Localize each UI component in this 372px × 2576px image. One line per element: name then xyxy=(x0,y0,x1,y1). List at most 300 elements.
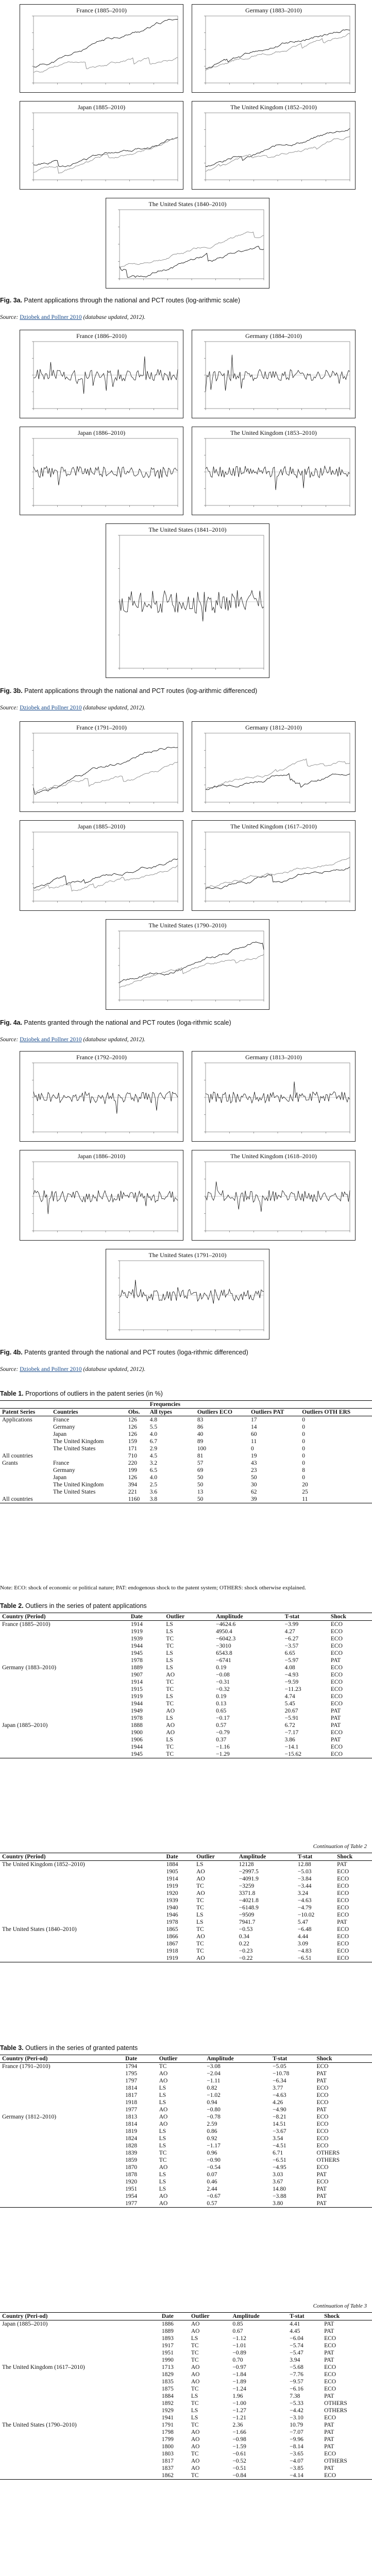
table-cell: −7.17 xyxy=(284,1730,299,1736)
table-cell: −3.85 xyxy=(290,2465,303,2471)
table-cell xyxy=(0,1904,164,1911)
table-cell: 0.34 xyxy=(239,1934,249,1940)
table-cell: TC xyxy=(159,2063,167,2070)
table-cell: −4.42 xyxy=(290,2408,303,2414)
column-header: Country (Period) xyxy=(0,1613,129,1621)
column-header: Date xyxy=(160,2313,189,2320)
table-cell: 1892 xyxy=(161,2400,174,2406)
table-cell: 25 xyxy=(302,1489,308,1495)
table-cell: 2.59 xyxy=(207,2121,217,2127)
table-cell: PAT xyxy=(324,2436,334,2443)
table-cell: −4.79 xyxy=(297,1905,312,1911)
table-row xyxy=(0,1890,372,1897)
table-cell: AO xyxy=(159,2114,168,2120)
table-cell xyxy=(0,1715,129,1722)
table-cell: 3.24 xyxy=(297,1890,308,1896)
table-cell: 11 xyxy=(300,1496,372,1503)
table-cell: 126 xyxy=(128,1475,137,1481)
column-header: Outliers PAT xyxy=(249,1409,300,1416)
table-cell: 1160 xyxy=(126,1496,148,1503)
table-cell: AO xyxy=(159,2071,168,2077)
table-cell xyxy=(0,1955,164,1962)
table-cell: 1828 xyxy=(125,2143,138,2149)
table-cell: 86 xyxy=(197,1424,204,1430)
table-cell xyxy=(0,2385,160,2393)
figure-source xyxy=(0,1037,372,1043)
table-row xyxy=(0,2371,372,2378)
source-link[interactable]: Dziobek and Pollner 2010 xyxy=(20,705,82,711)
table-cell: ECO xyxy=(337,1869,349,1875)
panel-title: Japan (1886–2010) xyxy=(77,429,126,436)
table-cell: −0.80 xyxy=(207,2107,221,2113)
table-cell: 1918 xyxy=(125,2099,138,2106)
table-cell xyxy=(0,1474,51,1481)
table-label: Table 3. xyxy=(0,2044,24,2052)
table-cell xyxy=(0,2077,123,2084)
panel-title: France (1886–2010) xyxy=(76,332,127,340)
table-cell xyxy=(0,2149,123,2157)
source-suffix: (database updated, 2012). xyxy=(81,314,146,320)
table-cell: −5.68 xyxy=(290,2364,303,2370)
table-row xyxy=(0,2465,372,2472)
table-header-row xyxy=(0,1401,372,1409)
table-cell xyxy=(0,2135,123,2142)
panel-title: Japan (1885–2010) xyxy=(77,823,126,830)
table-cell: 1939 xyxy=(130,1636,143,1642)
plot-frame xyxy=(206,832,350,901)
table-cell: −4.63 xyxy=(273,2092,286,2098)
table-row xyxy=(0,1693,372,1700)
table-cell: ECO xyxy=(324,2379,336,2385)
table-cell: 1884 xyxy=(166,1861,178,1868)
table-cell: 1878 xyxy=(125,2172,138,2178)
panel-france xyxy=(20,1051,183,1142)
table-cell: 1791 xyxy=(161,2422,174,2428)
panel-france xyxy=(20,330,183,418)
table-cell: PAT xyxy=(324,2350,334,2356)
table-row xyxy=(0,2472,372,2480)
table-cell: TC xyxy=(191,2343,199,2349)
table-cell: 1978 xyxy=(166,1919,178,1925)
table-cell: −2.04 xyxy=(207,2071,221,2077)
table-cell: 1977 xyxy=(125,2107,138,2113)
table-cell: ECO xyxy=(330,1650,343,1656)
table-cell xyxy=(0,2070,123,2077)
table-row xyxy=(0,2099,372,2106)
table-cell: 1919 xyxy=(166,1883,178,1889)
table-row xyxy=(0,2443,372,2450)
table-cell: 1978 xyxy=(130,1715,143,1721)
table-row xyxy=(0,2070,372,2077)
table-cell: 1829 xyxy=(161,2371,174,2378)
table-title: Outliers in the series of patent applications xyxy=(23,1602,147,1609)
table-cell xyxy=(0,1657,129,1664)
table-cell xyxy=(0,2185,123,2193)
table-cell: PAT xyxy=(330,1715,341,1721)
table-cell: AO xyxy=(166,1722,175,1728)
table-row xyxy=(0,1707,372,1715)
table-cell: TC xyxy=(189,2472,230,2480)
table-row xyxy=(0,1423,372,1431)
table-cell xyxy=(0,2450,160,2458)
table-cell: PAT xyxy=(330,1657,341,1664)
table-cell: France (1885–2010) xyxy=(2,1621,50,1628)
table-row xyxy=(0,2328,372,2335)
table-row xyxy=(0,1926,372,1933)
series-line xyxy=(33,866,178,891)
table-cell: −0.31 xyxy=(216,1679,230,1685)
column-header xyxy=(0,1401,51,1409)
table-cell: LS xyxy=(159,2186,166,2192)
table-cell: 0.96 xyxy=(207,2150,217,2156)
table-cell: AO xyxy=(191,2321,200,2327)
table-cell: −15.62 xyxy=(283,1751,329,1758)
table-cell: −4.14 xyxy=(288,2472,322,2480)
table-cell: 3.54 xyxy=(273,2136,283,2142)
figure-caption xyxy=(0,687,372,695)
table-cell: −9.96 xyxy=(290,2436,303,2443)
table-row xyxy=(0,2385,372,2393)
table-cell: France (1791–2010) xyxy=(2,2063,50,2070)
panel-japan xyxy=(20,101,183,190)
table-cell: 1800 xyxy=(161,2444,174,2450)
table-cell: 1917 xyxy=(161,2343,174,2349)
table-cell: −5.74 xyxy=(290,2343,303,2349)
panel-title: The United States (1791–2010) xyxy=(148,1251,227,1259)
table-row xyxy=(0,1868,372,1875)
column-header: Outlier xyxy=(189,2313,230,2320)
level-plot xyxy=(106,198,269,288)
table-cell: ECO xyxy=(330,1643,343,1649)
table-cell: The United States (1840–2010) xyxy=(2,1926,77,1933)
table-cell: 3.80 xyxy=(270,2200,314,2208)
table-cell xyxy=(0,1693,129,1700)
table-cell: −1.17 xyxy=(207,2143,221,2149)
table-cell: 3.77 xyxy=(273,2085,283,2091)
table-row xyxy=(0,2113,372,2121)
table-cell xyxy=(0,1481,51,1488)
table-cell: 81 xyxy=(197,1453,204,1459)
diff-plot xyxy=(20,1150,183,1240)
table-cell: −3.10 xyxy=(290,2415,303,2421)
table-cell: 0.19 xyxy=(216,1665,227,1671)
source-link[interactable]: Dziobek and Pollner 2010 xyxy=(20,1366,82,1372)
table-cell xyxy=(0,2429,160,2436)
table-cell: 1884 xyxy=(161,2393,174,2399)
table-cell xyxy=(0,1686,129,1693)
table-row xyxy=(0,2178,372,2185)
table-cell: 1946 xyxy=(166,1912,178,1918)
table-cell: 20.67 xyxy=(284,1708,298,1714)
table-cell: The United Kingdom (1852–2010) xyxy=(2,1861,85,1868)
table-cell: The United Kingdom xyxy=(53,1438,104,1445)
table-row xyxy=(0,2429,372,2436)
table-cell: OTHERS xyxy=(316,2150,340,2156)
panel-title: France (1791–2010) xyxy=(76,724,127,731)
series-line xyxy=(206,857,350,888)
table-cell: ECO xyxy=(324,2386,336,2392)
table-2-caption xyxy=(0,1602,372,1609)
table-cell: −3.99 xyxy=(284,1621,299,1628)
table-cell: ECO xyxy=(337,1912,349,1918)
level-plot xyxy=(192,821,355,910)
table-cell: 14 xyxy=(251,1424,257,1430)
table-cell: 4.0 xyxy=(149,1475,158,1481)
table-row xyxy=(0,1650,372,1657)
table-cell: 1819 xyxy=(125,2128,138,2134)
table-cell: LS xyxy=(191,2415,198,2421)
column-header: Obs. xyxy=(126,1409,148,1416)
table-cell: TC xyxy=(166,1686,174,1692)
level-plot xyxy=(192,101,355,189)
table-cell xyxy=(0,1919,164,1926)
table-row xyxy=(0,1751,372,1758)
level-plot xyxy=(20,821,183,910)
table-cell: −11.23 xyxy=(284,1686,301,1692)
table-cell xyxy=(0,2099,123,2106)
figure-source xyxy=(0,314,372,320)
table-cell: −3.57 xyxy=(284,1643,299,1649)
table-cell: AO xyxy=(191,2364,200,2370)
table-cell xyxy=(0,2414,160,2421)
table-cell: −6.51 xyxy=(296,1955,335,1962)
table-cell: 0.92 xyxy=(207,2136,217,2142)
table-cell: 1920 xyxy=(125,2179,138,2185)
table-row xyxy=(0,2378,372,2385)
table-cell: 1944 xyxy=(130,1643,143,1649)
table-cell: TC xyxy=(191,2386,199,2392)
source-suffix: (database updated, 2012). xyxy=(81,1366,146,1372)
table-cell: 43 xyxy=(251,1460,257,1466)
table-row xyxy=(0,1875,372,1883)
table-cell: −4.90 xyxy=(273,2107,286,2113)
table-cell: 1978 xyxy=(130,1657,143,1664)
table-cell: ECO xyxy=(330,1686,343,1692)
table-cell: −0.52 xyxy=(232,2458,246,2464)
table-row xyxy=(0,1722,372,1729)
column-header: Shock xyxy=(329,1613,372,1621)
table-cell: 171 xyxy=(128,1446,137,1452)
figure-source xyxy=(0,705,372,711)
table-cell: The United States xyxy=(53,1446,96,1452)
column-header: Amplitude xyxy=(214,1613,283,1621)
table-cell: OTHERS xyxy=(316,2157,340,2163)
table-row xyxy=(0,1664,372,1671)
table-cell: AO xyxy=(196,1890,205,1896)
source-link[interactable]: Dziobek and Pollner 2010 xyxy=(20,314,82,320)
table-cell: 10.79 xyxy=(290,2422,303,2428)
table-cell: 1915 xyxy=(130,1686,143,1692)
table-cell: LS xyxy=(159,2172,166,2178)
table-cell xyxy=(0,2400,160,2407)
table-cell: ECO xyxy=(316,2092,329,2098)
table-cell xyxy=(0,1671,129,1679)
series-line xyxy=(206,137,350,172)
column-header: T-stat xyxy=(270,2055,314,2063)
table-cell: 6.5 xyxy=(149,1467,158,1473)
panel-united-states xyxy=(106,198,269,289)
table-cell: LS xyxy=(159,2128,166,2134)
table-cell: −6.04 xyxy=(290,2335,303,2342)
table-cell xyxy=(0,1947,164,1955)
diff-plot xyxy=(106,524,269,677)
table-row xyxy=(0,1686,372,1693)
table-cell: 4.27 xyxy=(284,1629,295,1635)
table-cell: ECO xyxy=(337,1890,349,1896)
table-cell: TC xyxy=(166,1636,174,1642)
table-cell: −5.91 xyxy=(284,1715,299,1721)
table-cell: −4.93 xyxy=(284,1672,299,1678)
column-header: Shock xyxy=(335,1853,372,1861)
table-cell xyxy=(0,2407,160,2414)
table-cell: −6.48 xyxy=(297,1926,312,1933)
table-cell: Germany (1812–2010) xyxy=(2,2114,57,2120)
table-row xyxy=(0,1919,372,1926)
table-cell: 1914 xyxy=(130,1679,143,1685)
table-cell: PAT xyxy=(324,2393,334,2399)
figure-source xyxy=(0,1366,372,1372)
table-cell: 0.13 xyxy=(216,1701,227,1707)
column-header: Shock xyxy=(322,2313,372,2320)
table-cell: ECO xyxy=(316,2179,329,2185)
table-row xyxy=(0,2157,372,2164)
table-cell xyxy=(0,1445,51,1452)
panel-germany xyxy=(192,4,356,93)
plot-frame xyxy=(120,210,264,279)
table-cell: −3.44 xyxy=(297,1883,312,1889)
table-cell: TC xyxy=(166,1679,174,1685)
table-cell: 1929 xyxy=(161,2408,174,2414)
table-cell: PAT xyxy=(316,2193,327,2199)
table-cell: Japan xyxy=(53,1431,67,1437)
table-cell: All countries xyxy=(2,1453,33,1459)
table-cell: 1914 xyxy=(166,1876,178,1882)
table-cell: 30 xyxy=(251,1482,257,1488)
table-cell: 3371.8 xyxy=(239,1890,256,1896)
table-cell: 20 xyxy=(302,1482,308,1488)
table-cell xyxy=(0,1736,129,1743)
table-header-row xyxy=(0,1853,372,1861)
table-cell xyxy=(0,1911,164,1919)
table-cell: AO xyxy=(191,2429,200,2435)
table-1-note: Note: ECO: shock of economic or political nature; PAT: endogenous shock to the patent system; OTHERS: shock otherwise explained. xyxy=(0,1585,306,1591)
table-cell: 1951 xyxy=(125,2186,138,2192)
series-line xyxy=(33,20,178,67)
table-cell: 0 xyxy=(302,1460,306,1466)
table-cell: 0 xyxy=(302,1453,306,1459)
table-cell: 0.86 xyxy=(207,2128,217,2134)
table-cell xyxy=(0,1438,51,1445)
series-line xyxy=(206,867,350,889)
series-line xyxy=(206,466,350,490)
table-cell: −4091.9 xyxy=(239,1876,259,1882)
table-cell: AO xyxy=(191,2379,200,2385)
table-row xyxy=(0,1904,372,1911)
table-cell: AO xyxy=(191,2328,200,2334)
panel-united-states xyxy=(106,919,269,1010)
table-row xyxy=(0,2121,372,2128)
table-cell: 17 xyxy=(251,1417,257,1423)
table-row xyxy=(0,1933,372,1940)
source-prefix: Source: xyxy=(0,1037,20,1043)
table-cell xyxy=(0,2106,123,2113)
table-cell: 23 xyxy=(251,1467,257,1473)
table-cell: 1893 xyxy=(161,2335,174,2342)
series-line xyxy=(120,942,264,982)
table-cell: 1944 xyxy=(130,1744,143,1750)
table-cell: −0.54 xyxy=(207,2164,221,2171)
panel-germany xyxy=(192,330,356,418)
table-cell: 0.22 xyxy=(239,1941,249,1947)
table-row xyxy=(0,1452,372,1460)
table-cell: PAT xyxy=(330,1708,341,1714)
series-line xyxy=(206,759,350,789)
table-row xyxy=(0,1481,372,1488)
caption-label: Fig. 3b. xyxy=(0,687,23,694)
table-cell: −1.66 xyxy=(232,2429,246,2435)
table-cell: −9.57 xyxy=(290,2379,303,2385)
plot-frame xyxy=(33,832,178,901)
table-cell: LS xyxy=(166,1693,173,1700)
table-cell: 1954 xyxy=(125,2193,138,2199)
table-cell: 1813 xyxy=(125,2114,138,2120)
table-cell xyxy=(0,2342,160,2349)
source-link[interactable]: Dziobek and Pollner 2010 xyxy=(20,1037,82,1043)
table-cell: 12.88 xyxy=(297,1861,311,1868)
table-cell xyxy=(0,1431,51,1438)
table-cell: 710 xyxy=(128,1453,137,1459)
table-row xyxy=(0,1488,372,1496)
table-cell: LS xyxy=(159,2136,166,2142)
table-cell: −0.22 xyxy=(237,1955,296,1962)
table-cell: TC xyxy=(166,1701,174,1707)
table-row xyxy=(0,2149,372,2157)
series-line xyxy=(206,1181,350,1212)
table-cell: TC xyxy=(191,2357,199,2363)
table-cell: −5.03 xyxy=(297,1869,312,1875)
panel-title: The United Kingdom (1852–2010) xyxy=(230,104,317,111)
table-cell: PAT xyxy=(316,2078,327,2084)
plot-frame xyxy=(206,113,350,180)
table-cell: 1939 xyxy=(166,1897,178,1904)
table-cell xyxy=(0,2084,123,2092)
table-cell: −0.90 xyxy=(207,2157,221,2163)
table-cell: 1817 xyxy=(125,2092,138,2098)
table-cell: 4.26 xyxy=(273,2099,283,2106)
column-header: Country (Period) xyxy=(0,1853,164,1861)
table-cell: TC xyxy=(196,1926,204,1933)
table-cell: −6741 xyxy=(216,1657,231,1664)
table-cell xyxy=(0,1897,164,1904)
table-cell: 5.45 xyxy=(284,1701,295,1707)
table-cell: ECO xyxy=(316,2136,329,2142)
series-line xyxy=(120,954,264,988)
table-cell: ECO xyxy=(324,2335,336,2342)
table-cell: LS xyxy=(196,1861,204,1868)
table-cell: −6148.9 xyxy=(239,1905,259,1911)
series-line xyxy=(206,1081,350,1103)
table-cell: TC xyxy=(164,1751,214,1758)
table-cell: ECO xyxy=(330,1730,343,1736)
table-2-part-1 xyxy=(0,1613,372,1758)
table-cell: 1918 xyxy=(166,1948,178,1954)
table-cell xyxy=(0,2458,160,2465)
table-cell: 1919 xyxy=(130,1629,143,1635)
table-cell xyxy=(0,1743,129,1751)
table-cell: ECO xyxy=(316,2121,329,2127)
column-header: Frequencies xyxy=(148,1401,195,1409)
table-cell: 39 xyxy=(249,1496,300,1503)
